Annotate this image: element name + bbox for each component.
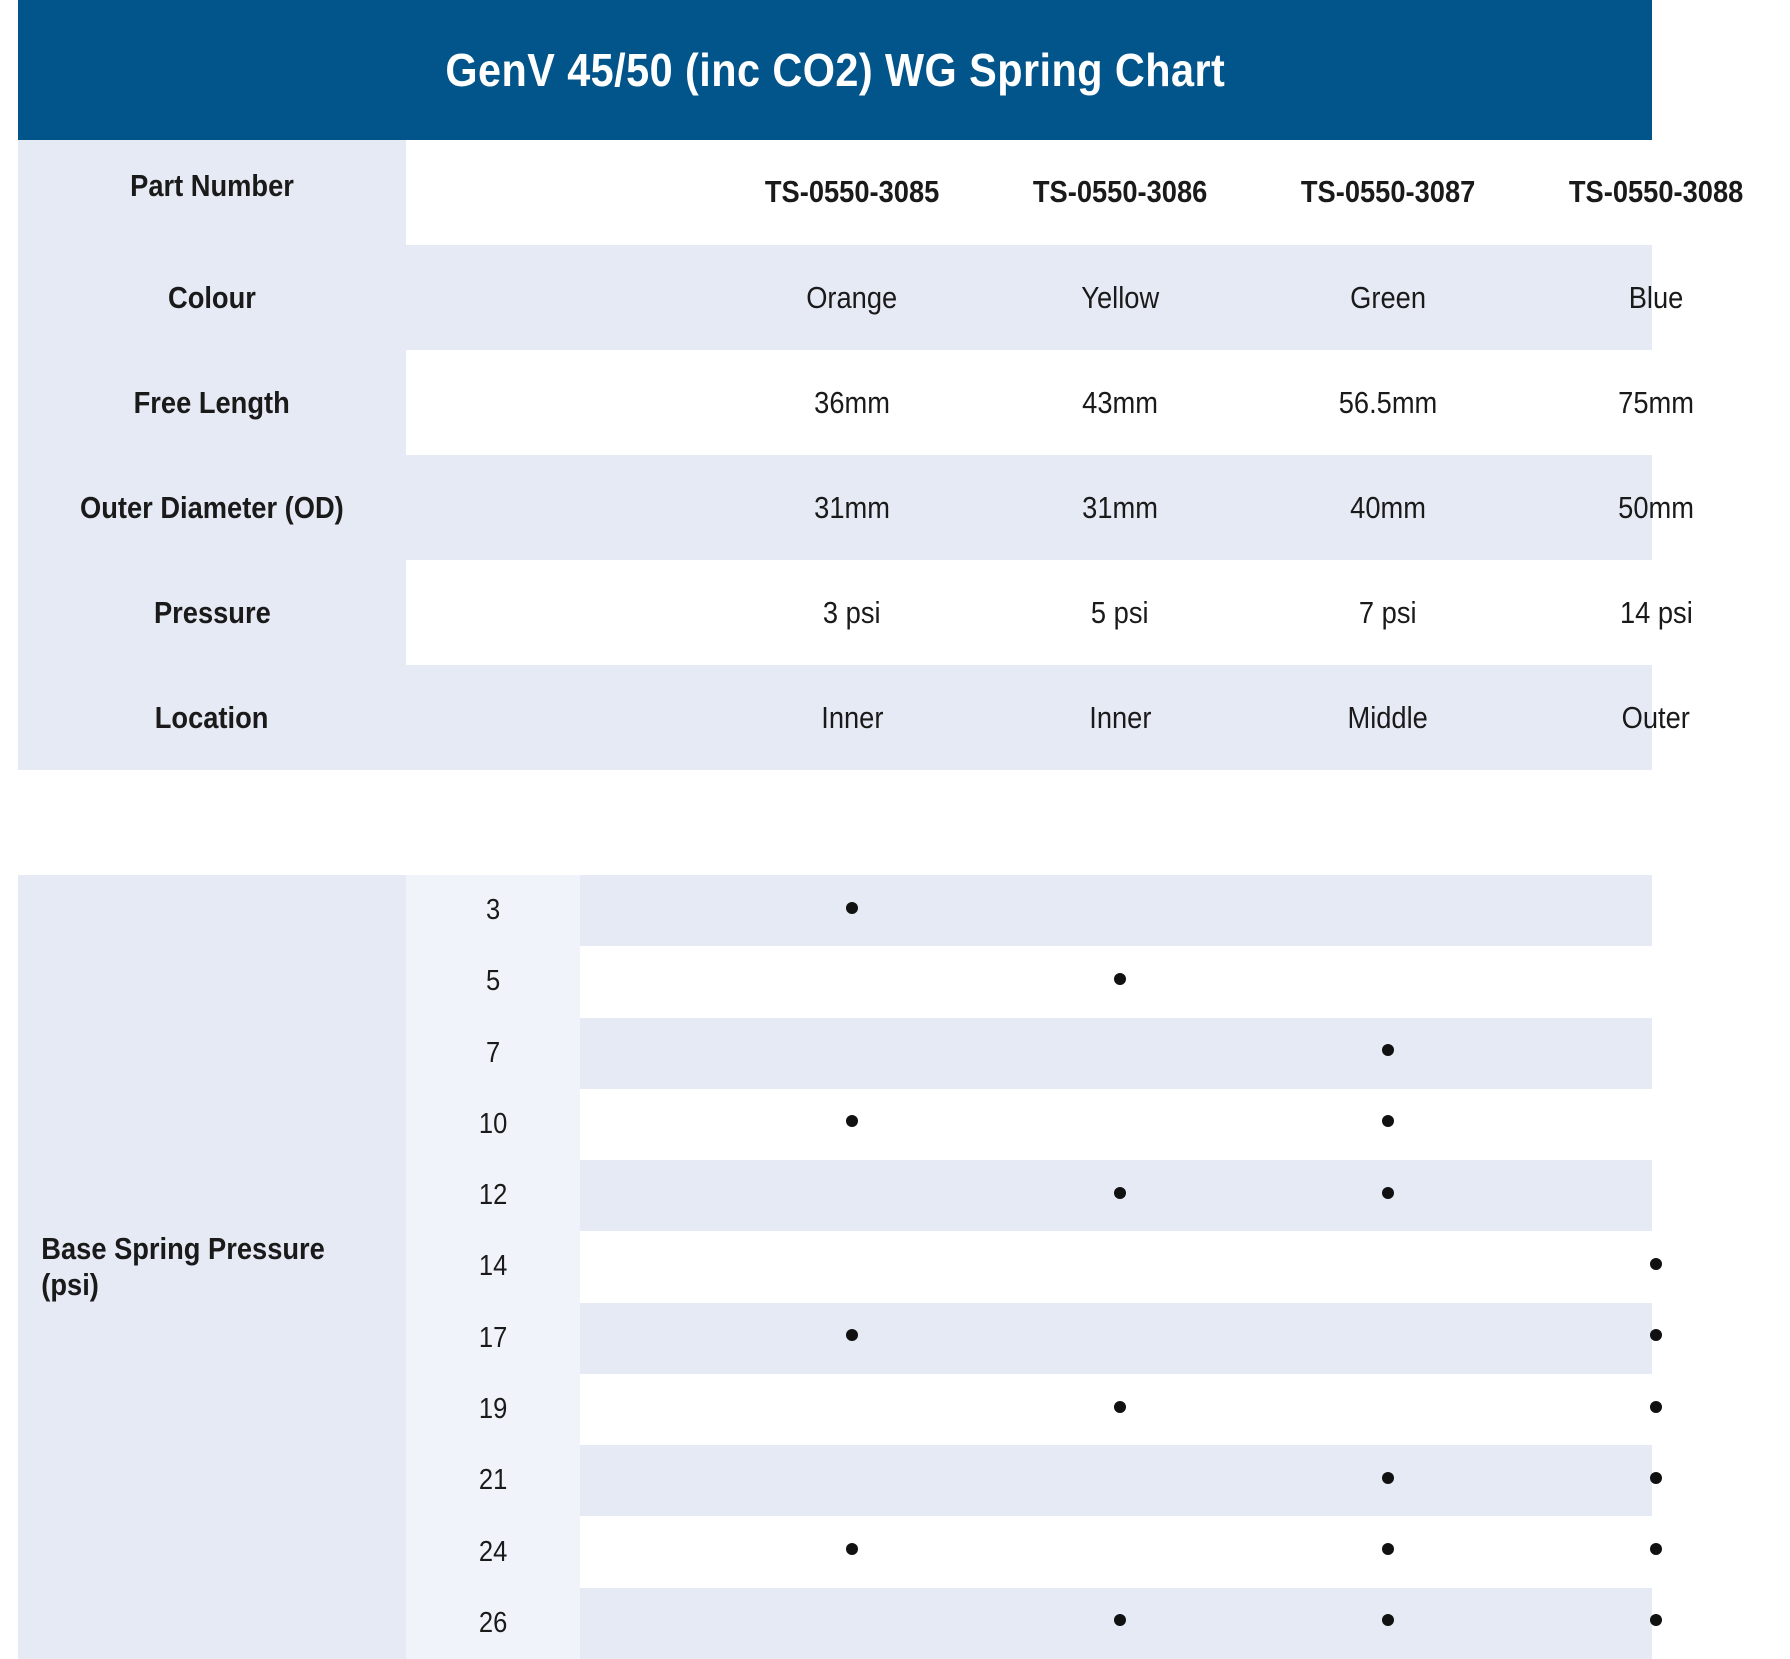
- spring-dot-marker: [1114, 1187, 1126, 1199]
- spring-dot-marker: [846, 1115, 858, 1127]
- spring-dot-marker: [1650, 1614, 1662, 1626]
- matrix-row-cells: [580, 1588, 1652, 1659]
- matrix-row: [406, 946, 1652, 1017]
- spring-dot-marker: [846, 1329, 858, 1341]
- spring-dot-marker: [1382, 1187, 1394, 1199]
- spring-dot-marker: [1114, 1401, 1126, 1413]
- spec-cell: 31mm: [814, 489, 890, 525]
- spec-cell: 31mm: [1082, 489, 1158, 525]
- spring-dot-marker: [846, 1543, 858, 1555]
- spec-row-label: Colour: [18, 245, 406, 350]
- matrix-row: [406, 1231, 1652, 1302]
- spring-dot-marker: [1382, 1614, 1394, 1626]
- part-number-cell: TS-0550-3085: [764, 174, 940, 209]
- matrix-row-cells: [580, 1516, 1652, 1587]
- spring-dot-marker: [1650, 1329, 1662, 1341]
- spec-cell: 3 psi: [823, 594, 881, 630]
- page-title: GenV 45/50 (inc CO2) WG Spring Chart: [445, 44, 1225, 96]
- spec-cell: 50mm: [1618, 489, 1694, 525]
- spring-dot-marker: [846, 902, 858, 914]
- part-number-cell: TS-0550-3087: [1300, 174, 1476, 209]
- spec-row-outer-diameter: [18, 455, 1694, 560]
- spring-dot-marker: [1382, 1543, 1394, 1555]
- matrix-row-cells: [580, 1445, 1652, 1516]
- spec-row-label: Location: [18, 665, 406, 770]
- spec-cell: 7 psi: [1359, 594, 1417, 630]
- psi-value: 14: [478, 1250, 508, 1283]
- matrix-label: Base Spring Pressure (psi): [18, 875, 406, 1659]
- spec-cell: 5 psi: [1091, 594, 1149, 630]
- spec-cell: 40mm: [1350, 489, 1426, 525]
- matrix-row: [406, 1089, 1652, 1160]
- matrix-row: [406, 1303, 1652, 1374]
- spec-cell: 56.5mm: [1338, 384, 1438, 420]
- matrix-row: [406, 1160, 1652, 1231]
- spring-dot-marker: [1650, 1543, 1662, 1555]
- psi-value: 26: [478, 1606, 508, 1639]
- spring-dot-marker: [1114, 1614, 1126, 1626]
- spec-row-part-number: [18, 140, 1744, 245]
- spring-dot-marker: [1382, 1044, 1394, 1056]
- matrix-row-cells: [580, 1018, 1652, 1089]
- spec-cell: Middle: [1347, 699, 1429, 735]
- psi-value: 10: [478, 1107, 508, 1140]
- matrix-row-cells: [580, 1231, 1652, 1302]
- matrix-row-cells: [580, 946, 1652, 1017]
- psi-value: 7: [485, 1036, 501, 1069]
- matrix-row: [406, 1516, 1652, 1587]
- matrix-row: [406, 875, 1652, 946]
- psi-value: 5: [485, 965, 501, 998]
- spec-row-pressure: [18, 560, 1693, 665]
- spec-row-location: [18, 665, 1691, 770]
- psi-value: 24: [478, 1535, 508, 1568]
- spec-row-label: Pressure: [18, 560, 406, 665]
- matrix-row-cells: [580, 1374, 1652, 1445]
- spec-row-label: Part Number: [18, 140, 406, 245]
- spec-cell: Orange: [806, 279, 898, 315]
- spring-dot-marker: [1650, 1401, 1662, 1413]
- spec-cell: Inner: [820, 699, 884, 735]
- psi-value: 12: [478, 1179, 508, 1212]
- psi-value: 3: [485, 894, 501, 927]
- psi-value: 19: [478, 1393, 508, 1426]
- spec-row-label: Outer Diameter (OD): [18, 455, 406, 560]
- spec-cell: 36mm: [814, 384, 890, 420]
- spec-cell: Yellow: [1081, 279, 1159, 315]
- matrix-row: [406, 1445, 1652, 1516]
- spec-table: [18, 140, 1744, 770]
- spec-cell: Outer: [1621, 699, 1691, 735]
- spec-cell: Blue: [1628, 279, 1684, 315]
- base-pressure-matrix: [18, 875, 1652, 1659]
- matrix-row: [406, 1588, 1652, 1659]
- spec-cell: Green: [1350, 279, 1426, 315]
- matrix-row-cells: [580, 1160, 1652, 1231]
- matrix-row-cells: [580, 1303, 1652, 1374]
- title-bar: [18, 0, 1652, 140]
- spring-dot-marker: [1114, 973, 1126, 985]
- psi-value: 21: [478, 1464, 508, 1497]
- matrix-row-cells: [580, 875, 1652, 946]
- spring-dot-marker: [1382, 1115, 1394, 1127]
- spring-dot-marker: [1650, 1472, 1662, 1484]
- psi-value: 17: [478, 1321, 508, 1354]
- part-number-cell: TS-0550-3088: [1568, 174, 1744, 209]
- spec-cell: 14 psi: [1619, 594, 1693, 630]
- spec-cell: Inner: [1088, 699, 1152, 735]
- spring-dot-marker: [1650, 1258, 1662, 1270]
- spec-row-label: Free Length: [18, 350, 406, 455]
- matrix-row: [406, 1018, 1652, 1089]
- spec-cell: 75mm: [1618, 384, 1694, 420]
- part-number-cell: TS-0550-3086: [1032, 174, 1208, 209]
- matrix-row-cells: [580, 1089, 1652, 1160]
- spec-row-colour: [18, 245, 1684, 350]
- spec-cell: 43mm: [1082, 384, 1158, 420]
- spring-dot-marker: [1382, 1472, 1394, 1484]
- matrix-row: [406, 1374, 1652, 1445]
- spec-row-free-length: [18, 350, 1694, 455]
